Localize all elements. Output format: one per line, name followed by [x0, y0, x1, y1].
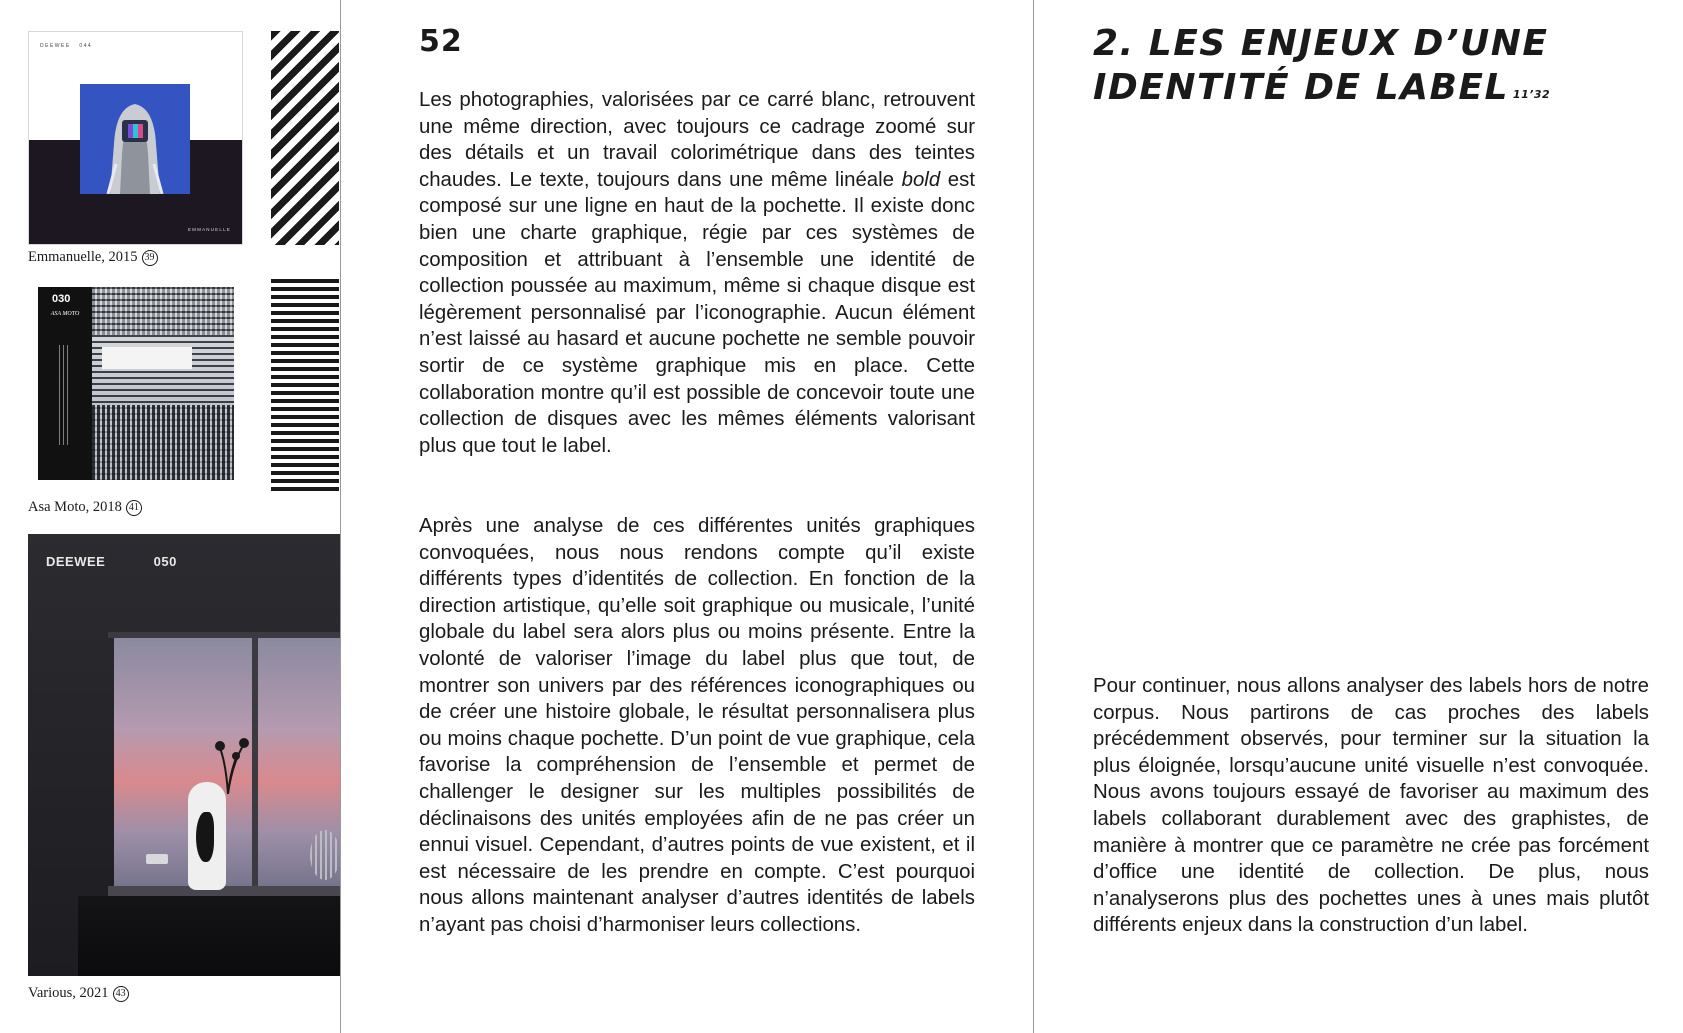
- section-heading: [1093, 22, 1550, 118]
- column-divider: [340, 0, 341, 1033]
- page-number: 52: [419, 24, 463, 59]
- cover-side-band: [38, 287, 92, 480]
- plant-silhouette: [214, 734, 254, 794]
- cover-label-text: DEEWEE 050: [46, 554, 177, 569]
- image-caption: [28, 499, 142, 516]
- image-caption: [28, 249, 158, 266]
- cover-name-text: EMMANUELLE: [187, 227, 231, 232]
- reference-number: 41: [126, 500, 142, 516]
- cover-number: 030: [52, 293, 71, 305]
- italic-word: bold: [901, 168, 941, 191]
- heading-line: IDENTITÉ DE LABEL $^{11’32}$: [1093, 67, 1551, 108]
- column-divider: [1033, 0, 1034, 1033]
- body-paragraph: Les photographies, valorisées par ce carré blanc, retrouvent une même direction, avec toujours ce cadrage zoomé sur des détails et un travail colorimétrique dans des teintes chaudes. Le texte, toujours dans une même linéale bold est composé sur une ligne en haut de la pochette. Il existe donc bien une charte graphique, régie par ces systèmes de composition et attribuant à l’ensemble une identité de collection poussée au maximum, même si chaque disque est légèrement personnalisé par l’iconographie. Aucun élément n’est laissé au hasard et aucune pochette ne semble pouvoir sortir de ce système graphique mis en place. Cette collaboration montre qu’il est possible de concevoir toute une collection de disques avec les mêmes éléments valorisant plus que tout le label.: [419, 89, 976, 457]
- cover-tracklist-text: [59, 345, 71, 445]
- cover-image-various: [28, 534, 340, 976]
- reference-number: 43: [113, 986, 129, 1002]
- cover-artist-name: ASA MOTO: [50, 311, 80, 317]
- cover-photo: [80, 84, 190, 194]
- image-caption: [28, 985, 129, 1002]
- vase-sculpture: [188, 782, 226, 890]
- reading-time: 11’32: [1512, 88, 1551, 101]
- body-paragraph: Pour continuer, nous allons analyser des labels hors de notre corpus. Nous partirons de cas proches des labels précédemment observés, pour terminer sur la situation la plus éloignée, lorsqu’aucune unité visuelle n’est convoquée. Nous avons toujours essayé de favoriser au maximum des labels collaborant durablement avec des graphistes, de manière à montrer que ce paramètre ne crée pas forcément d’office une identité de collection. De plus, nous n’analyserons plus des pochettes unes à unes mais plutôt différents enjeux dans la construction d’un label.: [1093, 675, 1649, 937]
- reference-number: 39: [142, 250, 158, 266]
- cover-image-emmanuelle: [28, 31, 243, 245]
- cover-brand-text: DEEWEE 044: [40, 43, 93, 49]
- cover-image-asa-moto: [38, 287, 234, 480]
- striped-pattern-image: [271, 31, 339, 245]
- heading-line: 2. LES ENJEUX D’UNE: [1093, 23, 1549, 64]
- body-paragraph: Après une analyse de ces différentes unités graphiques convoquées, nous nous rendons compte qu’il existe différents types d’identités de collection. En fonction de la direction artistique, qu’elle soit graphique ou musicale, l’unité globale du label sera alors plus ou moins présente. Entre la volonté de valoriser l’image du label plus que tout, de montrer son univers par des références iconographiques ou de créer une histoire globale, le résultat personnalisera plus ou moins chaque pochette. D’un point de vue graphique, cela favorise la compréhension de l’ensemble et permet de challenger le designer sur les multiples possibilités de déclinaisons des unités employées afin de ne pas créer un ennui visuel. Cependant, d’autres points de vue existent, et il est nécessaire de les prendre en compte. C’est pourquoi nous allons maintenant analyser d’autres identités de labels n’ayant pas choisi d’harmoniser leurs collections.: [419, 515, 975, 936]
- stadium-photo: [92, 287, 234, 480]
- caption-text: Various, 2021: [28, 985, 109, 1001]
- horizontal-stripes-image: [271, 279, 339, 491]
- caption-text: Emmanuelle, 2015: [28, 249, 138, 265]
- caption-text: Asa Moto, 2018: [28, 499, 122, 515]
